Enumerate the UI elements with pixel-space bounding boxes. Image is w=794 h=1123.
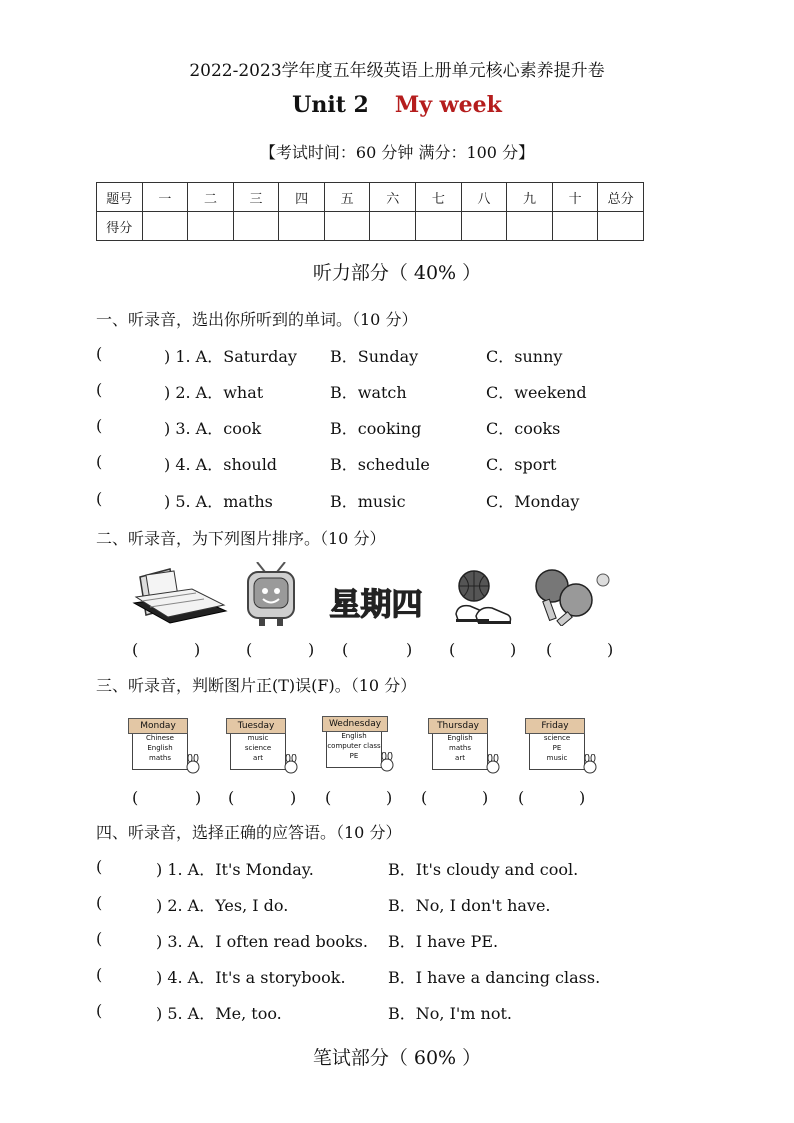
score-header-cell: 题号 — [97, 183, 143, 212]
blank-close: ) — [510, 640, 517, 659]
blank-open[interactable]: ( — [421, 788, 428, 807]
score-cell[interactable] — [370, 212, 416, 241]
subject: PE — [552, 744, 562, 752]
ping-pong-icon — [532, 568, 612, 626]
score-header-cell: 九 — [507, 183, 553, 212]
day-label: Thursday — [428, 718, 488, 734]
answer-paren[interactable]: ( — [96, 965, 103, 984]
blank-open[interactable]: ( — [228, 788, 235, 807]
blank-open[interactable]: ( — [132, 788, 139, 807]
option-b: B．No, I'm not. — [388, 1004, 512, 1023]
score-cell[interactable] — [507, 212, 553, 241]
option-a: ) 5. A．Me, too. — [156, 1004, 282, 1023]
thursday-characters-icon — [326, 572, 426, 624]
subject: maths — [149, 754, 171, 762]
blank-close: ) — [406, 640, 413, 659]
subject: music — [546, 754, 568, 762]
day-label: Tuesday — [226, 718, 286, 734]
blank-close: ) — [308, 640, 315, 659]
score-header-cell: 五 — [324, 183, 370, 212]
answer-paren[interactable]: ( — [96, 416, 103, 435]
bunny-icon — [583, 754, 597, 774]
answer-paren[interactable]: ( — [96, 452, 103, 471]
exam-info: 【考试时间：60 分钟 满分：100 分】 — [259, 143, 535, 162]
option-c: C．sport — [486, 455, 557, 474]
score-cell[interactable] — [416, 212, 462, 241]
blank-open[interactable]: ( — [518, 788, 525, 807]
option-a: ) 4. A．should — [164, 455, 278, 474]
subject: science — [543, 734, 571, 742]
score-header-cell: 总分 — [598, 183, 644, 212]
exam-title: 2022-2023学年度五年级英语上册单元核心素养提升卷 — [189, 61, 605, 81]
answer-paren[interactable]: ( — [96, 857, 103, 876]
option-a: ) 5. A．maths — [164, 492, 273, 511]
question-row — [96, 929, 716, 953]
section1-heading: 一、听录音，选出你所听到的单词。（10 分） — [96, 310, 418, 329]
option-a: ) 1. A．Saturday — [164, 347, 297, 366]
score-table-score-row — [97, 212, 644, 241]
day-label: Friday — [525, 718, 585, 734]
answer-paren[interactable]: ( — [96, 489, 103, 508]
score-row-label: 得分 — [97, 212, 143, 241]
sneakers-ball-icon — [450, 568, 512, 628]
option-b: B．music — [330, 492, 406, 511]
question-row — [96, 452, 716, 476]
bunny-icon — [186, 754, 200, 774]
answer-paren[interactable]: ( — [96, 929, 103, 948]
subject: English — [447, 734, 473, 742]
answer-paren[interactable]: ( — [96, 344, 103, 363]
section4-heading: 四、听录音，选择正确的应答语。（10 分） — [96, 823, 402, 842]
score-cell[interactable] — [142, 212, 188, 241]
subject: Chinese — [146, 734, 174, 742]
section2-heading: 二、听录音，为下列图片排序。（10 分） — [96, 529, 386, 548]
option-b: B．No, I don't have. — [388, 896, 551, 915]
option-c: C．cooks — [486, 419, 561, 438]
option-c: C．sunny — [486, 347, 563, 366]
subject: art — [253, 754, 263, 762]
subject: science — [244, 744, 272, 752]
section3-heading: 三、听录音，判断图片正(T)误(F)。（10 分） — [96, 676, 417, 695]
bunny-icon — [380, 752, 394, 772]
option-a: ) 2. A．what — [164, 383, 264, 402]
blank-close: ) — [607, 640, 614, 659]
option-b: B．cooking — [330, 419, 422, 438]
score-cell[interactable] — [324, 212, 370, 241]
score-header-cell: 三 — [233, 183, 279, 212]
books-icon — [130, 567, 230, 629]
blank-close: ) — [194, 640, 201, 659]
score-header-cell: 十 — [552, 183, 598, 212]
score-header-cell: 七 — [416, 183, 462, 212]
score-table-header-row — [97, 183, 644, 212]
score-cell[interactable] — [598, 212, 644, 241]
answer-paren[interactable]: ( — [96, 893, 103, 912]
option-a: ) 3. A．cook — [164, 419, 262, 438]
option-b: B．It's cloudy and cool. — [388, 860, 579, 879]
score-cell[interactable] — [233, 212, 279, 241]
timetable-card — [322, 716, 388, 770]
blank-close: ) — [482, 788, 489, 807]
score-cell[interactable] — [461, 212, 507, 241]
blank-open[interactable]: ( — [246, 640, 253, 659]
blank-open[interactable]: ( — [546, 640, 553, 659]
blank-open[interactable]: ( — [325, 788, 332, 807]
question-row — [96, 893, 716, 917]
score-cell[interactable] — [188, 212, 234, 241]
timetable-card — [525, 718, 591, 772]
timetable-card — [428, 718, 494, 772]
question-row — [96, 344, 716, 368]
day-label: Monday — [128, 718, 188, 734]
question-row — [96, 380, 716, 404]
option-b: B．Sunday — [330, 347, 419, 366]
score-cell[interactable] — [552, 212, 598, 241]
subject: PE — [349, 752, 359, 760]
score-header-cell: 二 — [188, 183, 234, 212]
bunny-icon — [486, 754, 500, 774]
subject: English — [341, 732, 367, 740]
option-a: ) 2. A．Yes, I do. — [156, 896, 289, 915]
question-row — [96, 489, 716, 513]
option-b: B．watch — [330, 383, 407, 402]
blank-open[interactable]: ( — [449, 640, 456, 659]
score-header-cell: 四 — [279, 183, 325, 212]
weekday-art-text: 星期四 — [329, 587, 423, 623]
blank-open[interactable]: ( — [132, 640, 139, 659]
unit-title — [0, 92, 794, 118]
unit-name: My week — [394, 92, 502, 118]
question-row — [96, 965, 716, 989]
subject: maths — [449, 744, 471, 752]
day-label: Wednesday — [322, 716, 388, 732]
writing-section-title: 笔试部分（ 60% ） — [312, 1047, 482, 1069]
option-a: ) 3. A．I often read books. — [156, 932, 368, 951]
blank-open[interactable]: ( — [342, 640, 349, 659]
option-c: C．Monday — [486, 492, 580, 511]
option-b: B．I have a dancing class. — [388, 968, 601, 987]
blank-close: ) — [290, 788, 297, 807]
subject: computer class — [327, 742, 381, 750]
timetable-card — [128, 718, 194, 772]
tv-icon — [245, 562, 297, 628]
bunny-icon — [284, 754, 298, 774]
blank-close: ) — [579, 788, 586, 807]
option-a: ) 4. A．It's a storybook. — [156, 968, 346, 987]
question-row — [96, 1001, 716, 1025]
subject: music — [247, 734, 269, 742]
subject: art — [455, 754, 465, 762]
score-header-cell: 六 — [370, 183, 416, 212]
unit-label: Unit 2 — [292, 92, 369, 118]
option-b: B．I have PE. — [388, 932, 499, 951]
answer-paren[interactable]: ( — [96, 1001, 103, 1020]
timetable-card — [226, 718, 292, 772]
subject: English — [147, 744, 173, 752]
score-table — [96, 182, 644, 241]
blank-close: ) — [195, 788, 202, 807]
answer-paren[interactable]: ( — [96, 380, 103, 399]
option-c: C．weekend — [486, 383, 587, 402]
question-row — [96, 416, 716, 440]
listening-section-title: 听力部分（ 40% ） — [312, 262, 482, 284]
option-b: B．schedule — [330, 455, 430, 474]
score-header-cell: 一 — [142, 183, 188, 212]
score-cell[interactable] — [279, 212, 325, 241]
score-header-cell: 八 — [461, 183, 507, 212]
question-row — [96, 857, 716, 881]
option-a: ) 1. A．It's Monday. — [156, 860, 314, 879]
blank-close: ) — [386, 788, 393, 807]
